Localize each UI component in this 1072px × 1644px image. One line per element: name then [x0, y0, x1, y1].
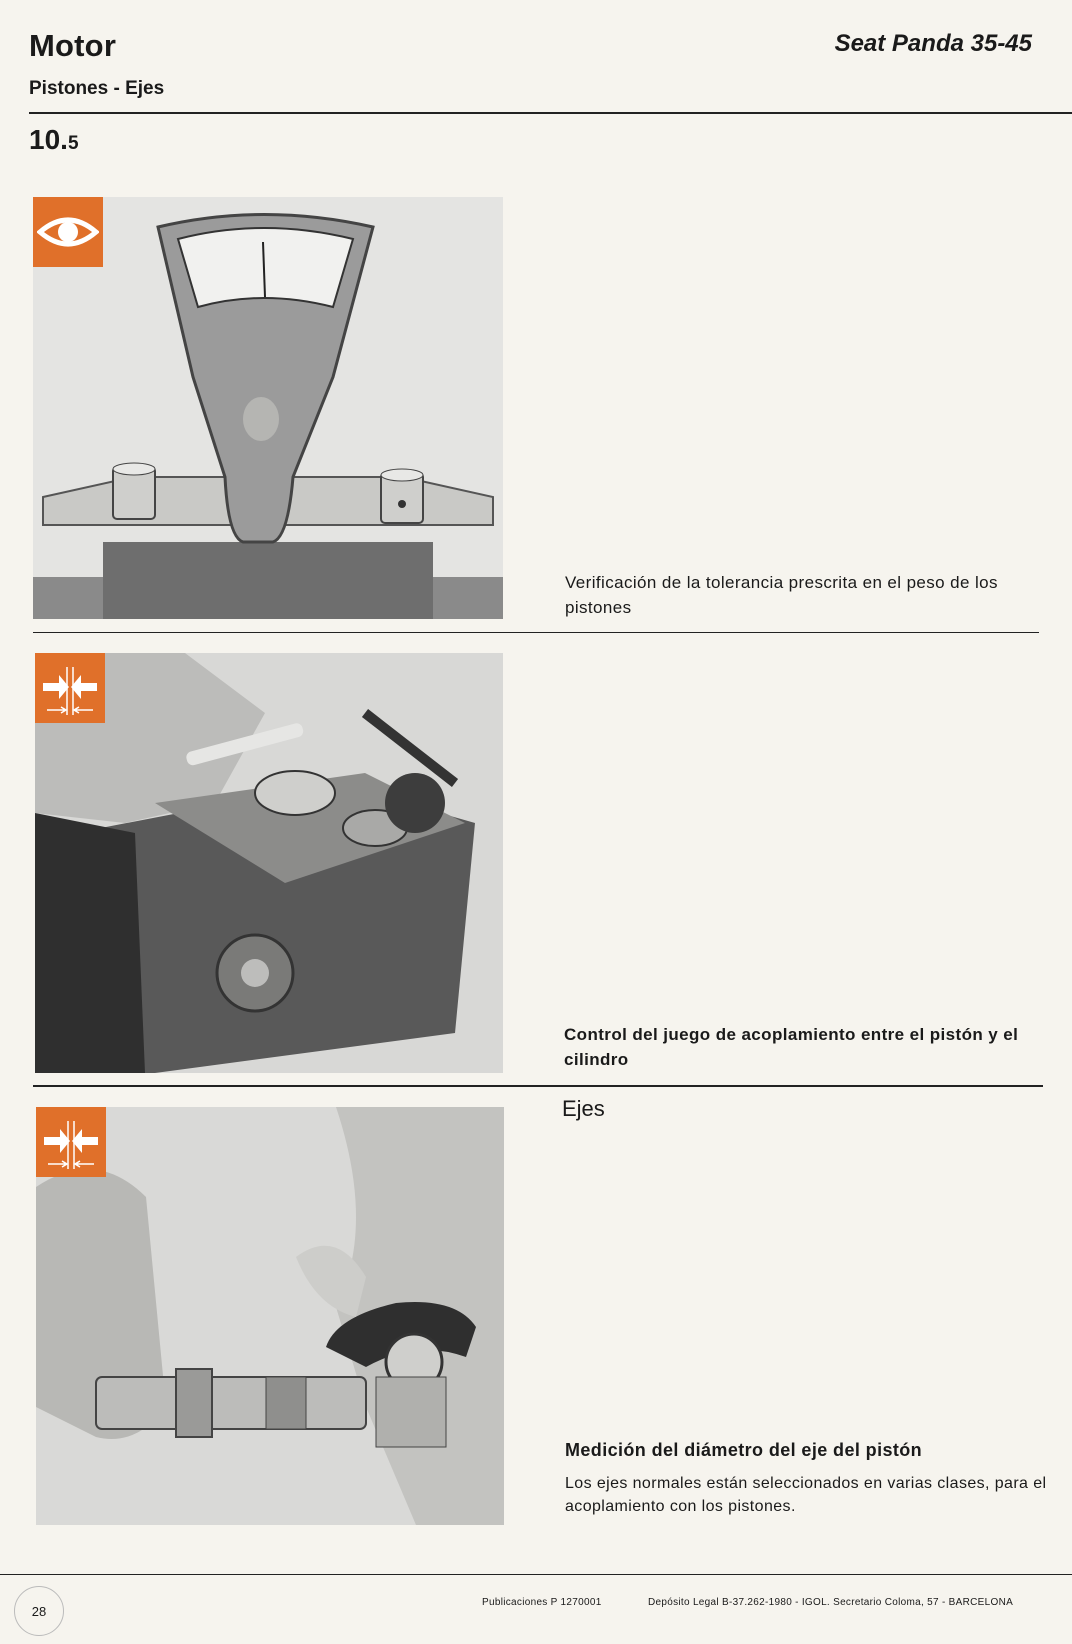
header-rule — [29, 112, 1072, 114]
photo-micrometer — [36, 1107, 504, 1525]
page-subtitle: Pistones - Ejes — [29, 78, 165, 99]
footer-legal: Depósito Legal B-37.262-1980 - IGOL. Secretario Coloma, 57 - BARCELONA — [648, 1597, 1014, 1608]
page-title: Motor — [29, 28, 117, 63]
photo-piston-scale — [33, 197, 503, 619]
section-heading-ejes: Ejes — [562, 1096, 605, 1121]
footer-publication: Publicaciones P 1270001 — [482, 1597, 602, 1608]
section-divider — [33, 632, 1039, 633]
section-divider — [33, 1085, 1043, 1087]
footer-rule — [0, 1574, 1072, 1575]
measure-arrows-icon — [36, 1107, 106, 1177]
eye-icon — [33, 197, 103, 267]
caption-pin-diameter-body: Los ejes normales están seleccionados en varias clases, para el acoplamiento con los pistones. — [565, 1475, 1047, 1515]
caption-piston-weight: Verificación de la tolerancia prescrita en el peso de los pistones — [565, 573, 998, 617]
measure-arrows-icon — [35, 653, 105, 723]
section-number: 10.5 — [29, 124, 79, 155]
caption-cylinder-clearance: Control del juego de acoplamiento entre el pistón y el cilindro — [564, 1025, 1019, 1069]
page-number: 28 — [14, 1586, 64, 1636]
caption-pin-diameter-title: Medición del diámetro del eje del pistón — [565, 1440, 923, 1460]
vehicle-model: Seat Panda 35-45 — [834, 30, 1032, 57]
photo-piston-cylinder — [35, 653, 503, 1073]
